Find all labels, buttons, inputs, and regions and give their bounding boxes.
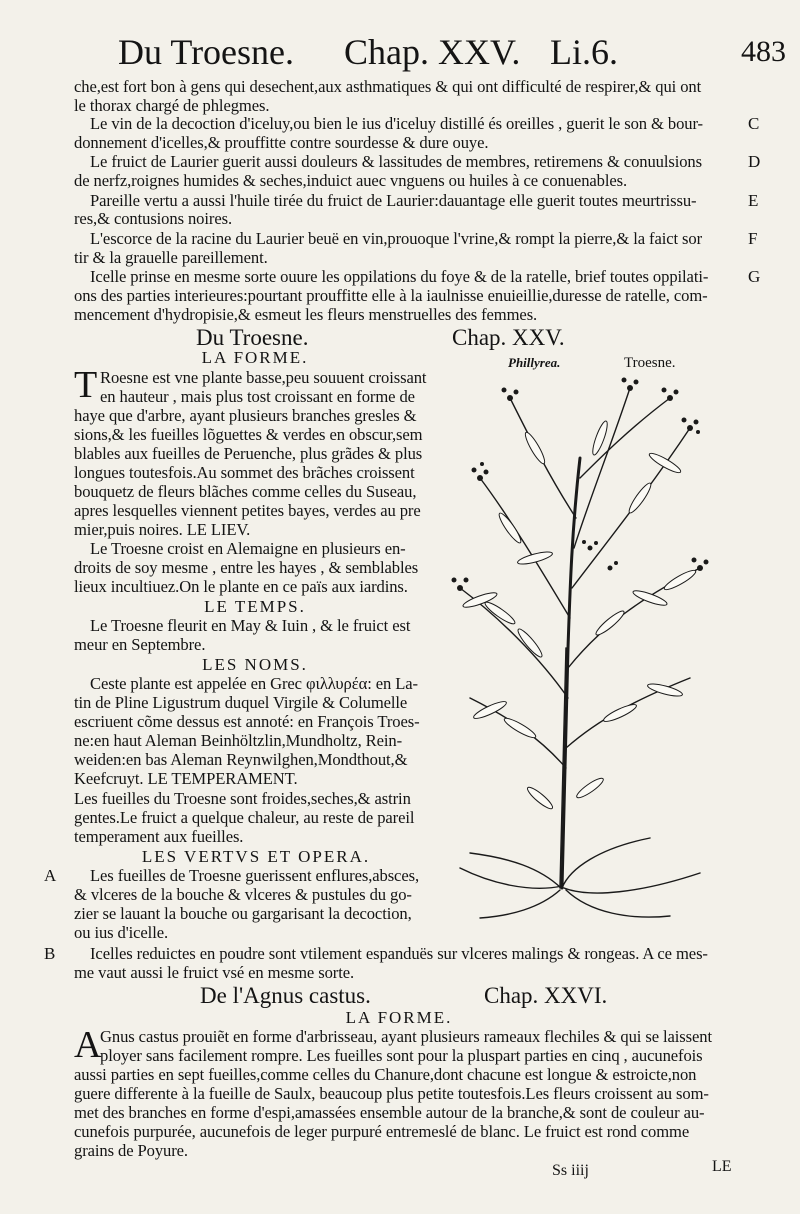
text-line: Icelles reduictes en poudre sont vtilement espanduës sur vlceres malings & rongeas. A ce mes- (90, 944, 708, 963)
privet-woodcut-illustration (440, 368, 740, 923)
text-line: lieux incultiuez.On le plante en ce païs aux iardins. (74, 577, 408, 596)
text-line: Les fueilles de Troesne guerissent enflures,absces, (90, 866, 419, 885)
chapter-number: Chap. XXVI. (484, 983, 608, 1008)
text-line: blables aux fueilles de Peruenche, plus grãdes & plus (74, 444, 423, 463)
margin-letter-a: A (44, 866, 57, 885)
running-head (118, 30, 786, 74)
text-line: gentes.Le fruict a quelque chaleur, au reste de pareil (74, 808, 415, 827)
running-head-title: Du Troesne. (118, 32, 295, 72)
section-heading-forme: LA FORME. (201, 348, 309, 367)
text-line: L'escorce de la racine du Laurier beuë en vin,prouoque l'vrine,& rompt la pierre,& la faict sor (90, 229, 703, 248)
text-line: Keefcruyt. LE TEMPERAMENT. (74, 769, 298, 788)
text-line: sions,& les fueilles lõguettes & verdes en obscur,sem (74, 425, 423, 444)
text-line: weiden:en bas Aleman Reynwilghen,Mondthout,& (74, 750, 408, 769)
text-line: Le fruict de Laurier guerit aussi douleurs & lassitudes de membres, retiremens & conuulsions (90, 152, 702, 171)
text-line: apres lesquelles viennent petites bayes, verdes au pre (74, 501, 421, 520)
chapter-title: De l'Agnus castus. (200, 983, 371, 1008)
text-line: met des branches en forme d'espi,amassées ensemble autour de la branche,& sont de couleur au- (74, 1103, 705, 1122)
running-head-chapter: Chap. XXV. (344, 32, 521, 72)
drop-cap: A (74, 1024, 102, 1066)
text-line: de nerfz,roignes humides & seches,induict auec vnguens ou huiles à ce conuenables. (74, 171, 628, 190)
signature-mark: Ss iiij (552, 1162, 589, 1179)
text-line: res,& contusions noires. (74, 209, 232, 228)
running-head-book: Li.6. (550, 32, 618, 72)
text-line: Icelle prinse en mesme sorte ouure les oppilations du foye & de la ratelle, brief toutes oppilati- (90, 267, 709, 286)
text-line: donnement d'icelles,& prouffitte contre sourdesse & dure ouye. (74, 133, 489, 152)
figure-label-french: Troesne. (624, 355, 676, 371)
text-line: en hauteur , mais plus tost croissant en forme de (100, 387, 415, 406)
section-heading-noms: LES NOMS. (202, 655, 308, 674)
text-line: cunefois purpurée, aucunefois de leger purpuré entremeslé de blanc. Le fruict est rond comme (74, 1122, 690, 1141)
text-line: guere differente à la fueille de Saulx, beaucoup plus petite toutesfois.Les fleurs croissent au som- (74, 1084, 709, 1103)
text-line: le thorax chargé de phlegmes. (74, 96, 270, 115)
text-line: longues toutesfois.Au sommet des brãches croissent (74, 463, 415, 482)
text-line: che,est fort bon à gens qui desechent,aux asthmatiques & qui ont difficulté de respirer,& qui ont (74, 77, 702, 96)
margin-letter-g: G (748, 267, 761, 286)
section-heading-vertus: LES VERTVS ET OPERA. (141, 847, 371, 866)
margin-letter-e: E (748, 191, 759, 210)
margin-letter-f: F (748, 229, 758, 248)
catchword: LE (712, 1158, 732, 1175)
margin-letter-b: B (44, 944, 56, 963)
chapter-title: Du Troesne. (196, 325, 309, 350)
text-line: me vaut aussi le fruict vsé en mesme sorte. (74, 963, 355, 982)
text-line: Le vin de la decoction d'iceluy,ou bien le ius d'iceluy distillé és oreilles , guerit le son & bour- (90, 114, 703, 133)
text-line: ne:en haut Aleman Beinhöltzlin,Mundholtz, Rein- (74, 731, 403, 750)
text-line: Ceste plante est appelée en Grec φιλλυρέα: en La- (90, 674, 418, 693)
text-line: Les fueilles du Troesne sont froides,seches,& astrin (74, 789, 411, 808)
text-line: temperament aux fueilles. (74, 827, 244, 846)
text-line: ou ius d'icelle. (74, 923, 169, 942)
text-line: tir & la grauelle pareillement. (74, 248, 268, 267)
text-line: mencement d'hydropisie,& esmeut les fleurs menstruelles des femmes. (74, 305, 538, 324)
text-line: Le Troesne fleurit en May & Iuin , & le fruict est (90, 616, 411, 635)
text-line: meur en Septembre. (74, 635, 206, 654)
text-line: & vlceres de la bouche & vlceres & pustules du go- (74, 885, 412, 904)
drop-cap: T (74, 364, 98, 406)
text-line: tin de Pline Ligustrum duquel Virgile & Columelle (74, 693, 408, 712)
text-line: droits de soy mesme , entre les hayes , & semblables (74, 558, 419, 577)
text-line: haye que d'arbre, ayant plusieurs branches gresles & (74, 406, 417, 425)
text-line: Pareille vertu a aussi l'huile tirée du fruict de Laurier:dauantage elle guerit toutes meurtrissu- (90, 191, 697, 210)
text-line: aussi parties en sept fueilles,comme celles du Chanure,dont chacune est longue & estroicte,non (74, 1065, 697, 1084)
figure-label-latin: Phillyrea. (508, 355, 561, 370)
section-heading-temps: LE TEMPS. (204, 597, 306, 616)
section-heading-forme: LA FORME. (345, 1008, 453, 1027)
margin-letter-d: D (748, 152, 761, 171)
text-line: mier,puis noires. LE LIEV. (74, 520, 251, 539)
margin-letter-c: C (748, 114, 760, 133)
text-line: bouquetz de fleurs blãches comme celles du Suseau, (74, 482, 417, 501)
text-line: escriuent cõme dessus est annoté: en François Troes- (74, 712, 420, 731)
text-line: Gnus castus prouiẽt en forme d'arbrisseau, ayant plusieurs rameaux flechiles & qui se laissent (100, 1027, 712, 1046)
text-line: ployer sans facilement rompre. Les fueilles sont pour la pluspart parties en cinq , aucunefois (100, 1046, 703, 1065)
text-line: Roesne est vne plante basse,peu souuent croissant (100, 368, 427, 387)
page-number: 483 (741, 35, 786, 68)
chapter-number: Chap. XXV. (452, 325, 565, 350)
text-line: Le Troesne croist en Alemaigne en plusieurs en- (90, 539, 406, 558)
text-line: grains de Poyure. (74, 1141, 188, 1160)
text-line: ons des parties interieures:pourtant prouffitte elle à la iaulnisse enuieillie,duresse de ratelle, com- (74, 286, 708, 305)
text-line: zier se lauant la bouche ou gargarisant la decoction, (74, 904, 412, 923)
